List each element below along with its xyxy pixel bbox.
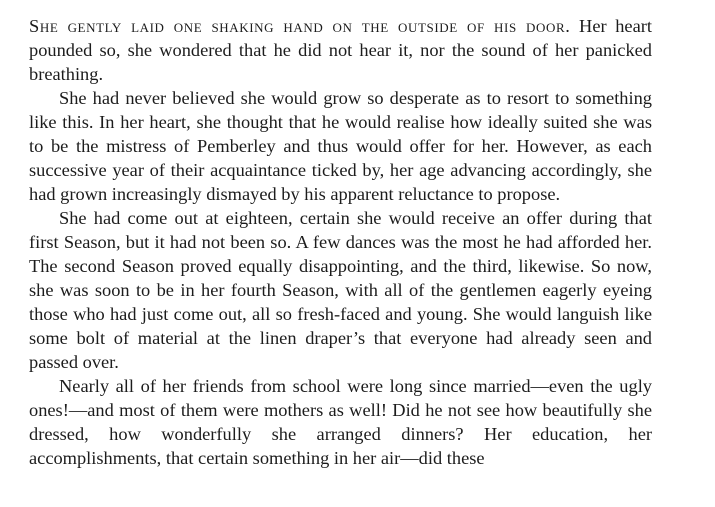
- paragraph-2: She had never believed she would grow so desperate as to resort to something like this. In her heart, she thought that he would realise how ideally suited she was to be the mistress of Pemberley and thus would offer for her. However, as each successive year of their acquaintance ticked by, her age advancing accordingly, she had grown increasingly dismayed by his apparent reluctance to propose.: [29, 88, 652, 204]
- opening-paragraph-text: Her heart pounded so, she wondered that he did not hear it, nor the sound of her panicked breathing.: [29, 16, 652, 84]
- paragraph-3: She had come out at eighteen, certain she would receive an offer during that first Season, but it had not been so. A few dances was the most he had afforded her. The second Season proved equally disappointing, and the third, likewise. So now, she was soon to be in her fourth Season, with all of the gentlemen eagerly eyeing those who had just come out, all so fresh-faced and young. She would languish like some bolt of material at the linen draper’s that everyone had already seen and passed over.: [29, 208, 652, 372]
- opening-paragraph: [29, 14, 652, 86]
- small-caps-lead: She gently laid one shaking hand on the outside of his door.: [29, 16, 571, 36]
- paragraph-4: Nearly all of her friends from school were long since married—even the ugly ones!—and most of them were mothers as well! Did he not see how beautifully she dressed, how wonderfully she arranged dinners? Her education, her accomplishments, that certain something in her air—did these: [29, 376, 652, 468]
- page-text: [29, 14, 652, 470]
